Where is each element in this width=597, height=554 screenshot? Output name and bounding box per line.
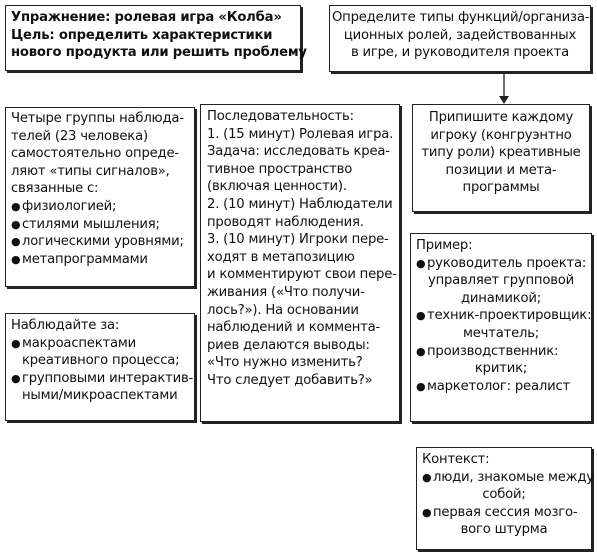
sequence-line: Задача: исследовать креа-: [207, 144, 390, 160]
bullet-text: техник-проектировщик:: [427, 308, 592, 324]
define-line: ционных ролей, задействованных: [343, 27, 577, 43]
bullet-text: стилями мышления;: [22, 216, 160, 232]
exercise-goal-line-1: Цель: определить характеристики: [11, 27, 273, 43]
bullet-text: руководитель проекта:: [427, 255, 587, 271]
assign-line: позиции и мета-: [445, 162, 557, 178]
bullet-text: маркетолог: реалист: [427, 378, 570, 394]
sequence-line: и комментируют свои пере-: [207, 267, 397, 283]
watch-title: Наблюдайте за:: [11, 318, 120, 333]
bullet-text: групповыми интерактив-: [22, 370, 194, 386]
assign-line: программы: [462, 180, 540, 196]
watch-bullet: [11, 370, 194, 388]
exercise-goal-line-2: нового продукта или решить проблему: [11, 45, 307, 61]
assign-line: Припишите каждому: [428, 110, 574, 125]
sequence-line: тивное пространство: [207, 161, 353, 177]
example-box: [410, 233, 592, 422]
context-title: Контекст:: [422, 452, 490, 467]
bullet-icon: ●: [11, 336, 21, 350]
sequence-line: проводят наблюдения.: [207, 214, 364, 230]
assign-line: игроку (конгруэнтно: [430, 127, 572, 143]
example-bullet: [416, 378, 586, 396]
define-roles-box: [329, 5, 591, 72]
observers-line: самостоятельно опреде-: [11, 146, 179, 162]
observers-line: Четыре группы наблюда-: [11, 111, 184, 126]
bullet-text-cont: мечтатель;: [462, 325, 540, 341]
bullet-text-cont: управляет групповой: [427, 273, 575, 289]
bullet-text-cont: динамикой;: [461, 290, 541, 306]
bullet-icon: ●: [11, 199, 21, 213]
bullet-text: макроаспектами: [22, 335, 136, 351]
bullet-text: логическими уровнями;: [22, 234, 184, 250]
example-bullet: [416, 307, 592, 325]
bullet-text: люди, знакомые между: [433, 469, 594, 485]
sequence-line: ходят в метапозицию: [207, 249, 355, 265]
bullet-text-cont: вого штурма: [460, 522, 548, 538]
example-bullet: [416, 343, 586, 361]
observers-line: ляют «типы сигналов»,: [11, 163, 170, 179]
bullet-icon: ●: [416, 256, 426, 270]
assign-box: [412, 104, 590, 212]
sequence-box: [200, 104, 400, 422]
context-box: [416, 447, 592, 550]
exercise-title: Упражнение: ролевая игра «Колба»: [11, 10, 282, 25]
example-title: Пример:: [416, 238, 473, 253]
sequence-line: 2. (10 минут) Наблюдатели: [207, 196, 393, 212]
bullet-icon: ●: [11, 217, 21, 231]
bullet-text: производственник:: [427, 343, 559, 359]
sequence-line: Что следует добавить?»: [207, 372, 373, 388]
context-bullet: [422, 469, 594, 487]
bullet-text: метапрограммами: [22, 251, 148, 267]
bullet-icon: ●: [11, 235, 21, 249]
observers-bullet: [11, 216, 189, 234]
observers-bullet: [11, 233, 189, 251]
sequence-line: (включая ценности).: [207, 179, 347, 195]
sequence-line: «Что нужно изменить?: [207, 355, 363, 371]
example-bullet: [416, 255, 586, 273]
exercise-box: [5, 5, 307, 71]
observers-bullet: [11, 198, 189, 216]
bullet-text-cont: креативного процесса;: [22, 353, 180, 369]
bullet-icon: ●: [416, 344, 426, 358]
bullet-icon: ●: [11, 252, 21, 266]
arrow-head: [499, 96, 509, 104]
observers-line: связанные с:: [11, 181, 99, 197]
bullet-icon: ●: [416, 309, 426, 323]
sequence-line: живания («Что получи-: [207, 284, 365, 300]
sequence-line: Последовательность:: [207, 109, 354, 124]
watch-box: [5, 313, 195, 421]
bullet-icon: ●: [416, 379, 426, 393]
bullet-text: первая сессия мозго-: [433, 504, 578, 520]
bullet-text-cont: критик;: [474, 361, 528, 377]
sequence-line: 1. (15 минут) Ролевая игра.: [207, 126, 394, 142]
define-line: Определите типы функций/организа-: [332, 10, 590, 25]
bullet-text-cont: ными/микроаспектами: [22, 388, 178, 404]
assign-line: типу роли) креативные: [421, 145, 581, 161]
observers-box: [5, 107, 195, 287]
context-bullet: [422, 504, 586, 522]
bullet-text: физиологией;: [22, 198, 117, 214]
observers-bullet: [11, 251, 189, 269]
sequence-line: наблюдений и коммента-: [207, 320, 381, 336]
bullet-text-cont: собой;: [482, 487, 526, 503]
sequence-line: лось?»). На основании: [207, 302, 359, 318]
bullet-icon: ●: [422, 470, 432, 484]
observers-line: телей (23 человека): [11, 128, 148, 144]
define-line: в игре, и руководителя проекта: [350, 45, 570, 61]
bullet-icon: ●: [11, 371, 21, 385]
watch-bullet: [11, 335, 189, 353]
sequence-line: 3. (10 минут) Игроки пере-: [207, 232, 389, 248]
sequence-line: риев делаются выводы:: [207, 337, 370, 353]
bullet-icon: ●: [422, 505, 432, 519]
